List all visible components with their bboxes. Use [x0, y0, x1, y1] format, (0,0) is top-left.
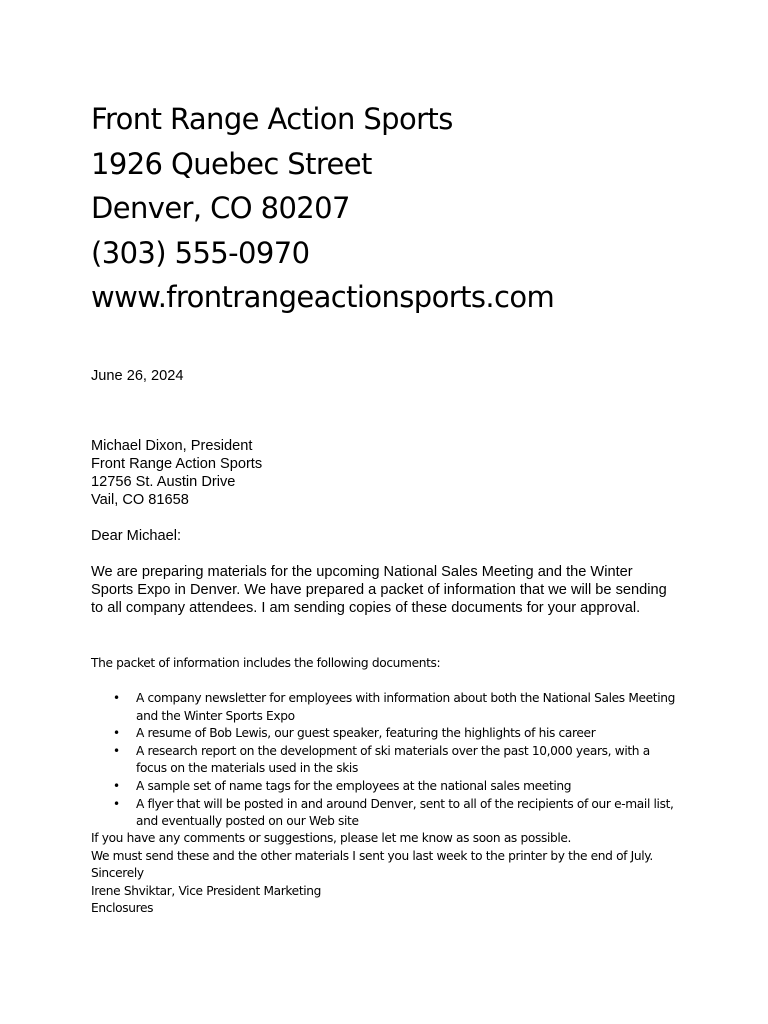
- list-item: [91, 778, 681, 796]
- letterhead-city: Denver, CO 80207: [91, 191, 350, 225]
- closing-block: [91, 830, 653, 918]
- bullet: •: [113, 743, 120, 758]
- letter-date: June 26, 2024: [91, 368, 184, 384]
- signer: Irene Shviktar, Vice President Marketing: [91, 883, 322, 898]
- recipient-company: Front Range Action Sports: [91, 456, 263, 472]
- recipient-name: Michael Dixon, President: [91, 438, 253, 454]
- letterhead-phone: (303) 555-0970: [91, 235, 310, 270]
- list-item-text: A research report on the development of ski materials over the past 10,000 years, with a focus on the materials used in the skis: [136, 743, 650, 776]
- letterhead: [91, 97, 731, 320]
- enclosures: Enclosures: [91, 901, 154, 916]
- recipient-city: Vail, CO 81658: [91, 492, 189, 508]
- salutation: Dear Michael:: [91, 528, 182, 544]
- letterhead-website: www.frontrangeactionsports.com: [91, 280, 555, 314]
- bullet: •: [113, 691, 120, 705]
- intro-paragraph: We are preparing materials for the upcoming National Sales Meeting and the Winter Sports Expo in Denver. We have prepared a packet of information that we will be sending to all company attendees. I am sending copies of these documents for your approval.: [91, 564, 667, 616]
- list-item: [91, 743, 681, 778]
- bullet: •: [113, 796, 120, 811]
- letterhead-street: 1926 Quebec Street: [91, 146, 372, 181]
- documents-list: [91, 690, 681, 831]
- bullet: •: [113, 726, 120, 741]
- packet-intro: The packet of information includes the following documents:: [91, 656, 441, 670]
- list-item: [91, 690, 681, 725]
- bullet: •: [113, 778, 120, 793]
- recipient-street: 12756 St. Austin Drive: [91, 474, 236, 490]
- deadline-sentence: We must send these and the other materials I sent you last week to the printer by the end of July.: [91, 848, 653, 863]
- comments-sentence: If you have any comments or suggestions, please let me know as soon as possible.: [91, 831, 572, 845]
- list-item-text: A flyer that will be posted in and around Denver, sent to all of the recipients of our e-mail list, and eventually posted on our Web site: [136, 796, 674, 829]
- letterhead-company: Front Range Action Sports: [91, 102, 453, 136]
- list-item-text: A company newsletter for employees with information about both the National Sales Meeting and the Winter Sports Expo: [136, 691, 676, 723]
- signoff: Sincerely: [91, 866, 144, 881]
- list-item-text: A sample set of name tags for the employees at the national sales meeting: [136, 778, 572, 793]
- list-item: [91, 725, 681, 743]
- recipient-address: [91, 437, 262, 509]
- list-item-text: A resume of Bob Lewis, our guest speaker, featuring the highlights of his career: [136, 726, 596, 741]
- list-item: [91, 796, 681, 831]
